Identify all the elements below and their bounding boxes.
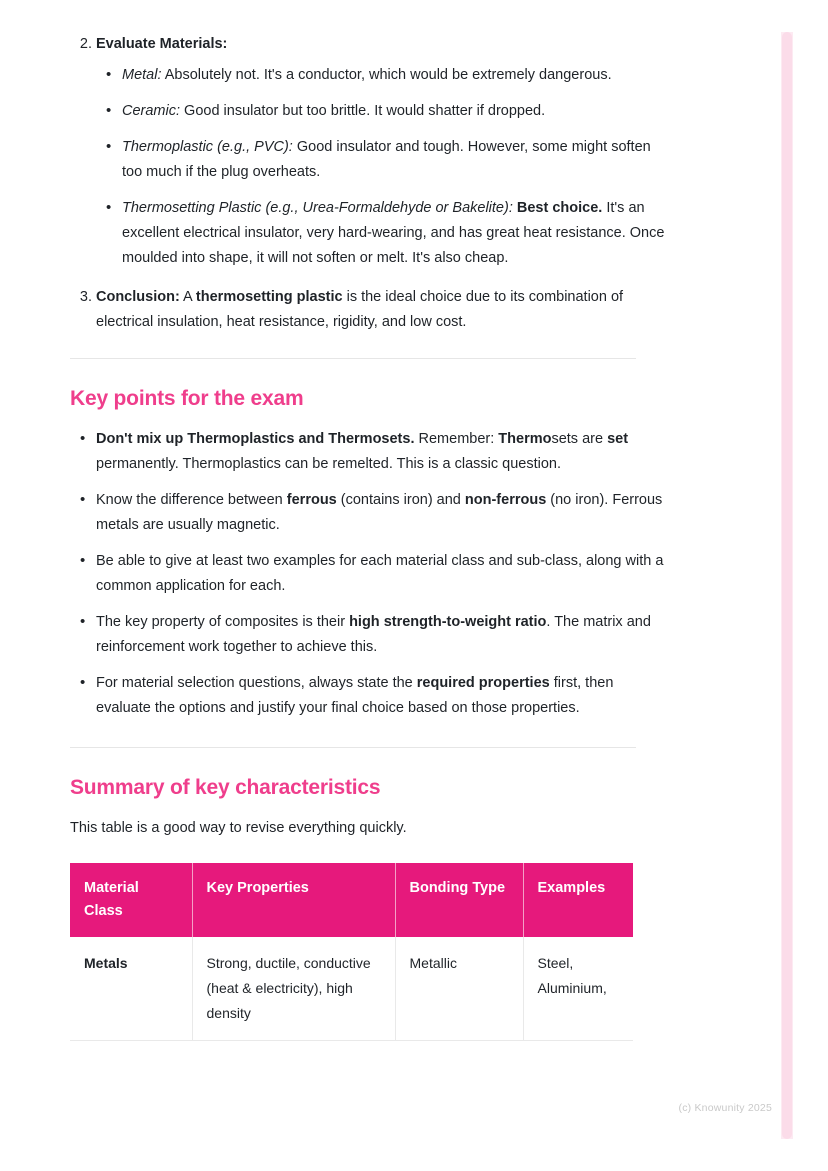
point-bold: ferrous: [286, 492, 337, 508]
exam-points-list: [70, 427, 670, 721]
point-text: Be able to give at least two examples for each material class and sub-class, along with a common application for each.: [96, 553, 664, 594]
point-bold: required properties: [416, 675, 550, 691]
page-title-key-points: Key points for the exam: [70, 387, 304, 410]
bullet-lead: Metal:: [122, 67, 162, 83]
scrollbar-thumb[interactable]: [782, 32, 792, 1139]
list-item: [96, 549, 670, 599]
table-cell-material-class: Metals: [70, 937, 192, 1041]
scrollbar-track[interactable]: [781, 32, 793, 1139]
table-cell-key-properties: Strong, ductile, conductive (heat & electricity), high density: [192, 937, 395, 1041]
table-cell-bonding-type: Metallic: [395, 937, 523, 1041]
bullet-lead: Thermoplastic (e.g., PVC):: [122, 139, 293, 155]
bullet-text: Absolutely not. It's a conductor, which would be extremely dangerous.: [161, 67, 612, 83]
point-text: sets are: [551, 431, 608, 447]
list-item-evaluate-materials: [96, 32, 670, 271]
table-header-row: [70, 863, 633, 937]
table-column-header: Bonding Type: [395, 863, 523, 937]
bullet-lead: Ceramic:: [122, 103, 181, 119]
point-text: For material selection questions, always state the: [96, 675, 417, 691]
document-content: [70, 32, 670, 1041]
page-title-summary: Summary of key characteristics: [70, 776, 381, 799]
bullet-text: Good insulator and tough. However, some might soften too much if the plug overheats.: [122, 139, 651, 180]
bullet-text: It's an excellent electrical insulator, very hard-wearing, and has great heat resistance. Once moulded into shape, it will not soften or melt. It's also cheap.: [122, 200, 665, 266]
list-item: [96, 488, 670, 538]
point-text: The key property of composites is their: [96, 614, 350, 630]
document-page: [35, 32, 793, 1139]
conclusion-post: is the ideal choice due to its combination of electrical insulation, heat resistance, rigidity, and low cost.: [96, 289, 624, 330]
summary-table: [70, 863, 633, 1041]
bullet-text: Good insulator but too brittle. It would shatter if dropped.: [180, 103, 546, 119]
list-item: [122, 196, 670, 271]
summary-intro-text: This table is a good way to revise everything quickly.: [70, 820, 407, 836]
point-bold: high strength-to-weight ratio: [349, 614, 547, 630]
list-item: [122, 99, 670, 124]
point-text: permanently. Thermoplastics can be remelted. This is a classic question.: [96, 456, 562, 472]
bullet-emphasis: Best choice.: [512, 200, 603, 216]
point-bold-lead: Don't mix up Thermoplastics and Thermosets.: [96, 431, 415, 447]
table-column-header: Key Properties: [192, 863, 395, 937]
divider: [70, 358, 636, 359]
bullet-lead: Thermosetting Plastic (e.g., Urea-Formaldehyde or Bakelite):: [122, 200, 513, 216]
conclusion-pre: A: [179, 289, 196, 305]
point-bold: Thermo: [498, 431, 552, 447]
table-column-header: Examples: [523, 863, 633, 937]
table-cell-examples: Steel, Aluminium,: [523, 937, 633, 1041]
point-text: (no iron). Ferrous metals are usually magnetic.: [96, 492, 663, 533]
list-item: [96, 671, 670, 721]
point-text: Remember:: [414, 431, 499, 447]
conclusion-emphasis: thermosetting plastic: [195, 289, 343, 305]
watermark: (c) Knowunity 2025: [678, 1102, 772, 1114]
point-bold: non-ferrous: [464, 492, 547, 508]
step-title: Evaluate Materials:: [96, 36, 228, 52]
ordered-steps: [70, 32, 670, 335]
point-text: (contains iron) and: [336, 492, 465, 508]
table-row: [70, 937, 633, 1041]
point-text: Know the difference between: [96, 492, 287, 508]
list-item: [96, 427, 670, 477]
divider: [70, 747, 636, 748]
point-text: . The matrix and reinforcement work together to achieve this.: [96, 614, 651, 655]
conclusion-label: Conclusion:: [96, 289, 180, 305]
list-item-conclusion: [96, 285, 670, 335]
table-column-header: Material Class: [70, 863, 192, 937]
point-bold: set: [607, 431, 629, 447]
materials-bullet-list: [96, 63, 670, 271]
list-item: [122, 63, 670, 88]
list-item: [122, 135, 670, 185]
list-item: [96, 610, 670, 660]
point-text: first, then evaluate the options and justify your final choice based on those properties.: [96, 675, 614, 716]
